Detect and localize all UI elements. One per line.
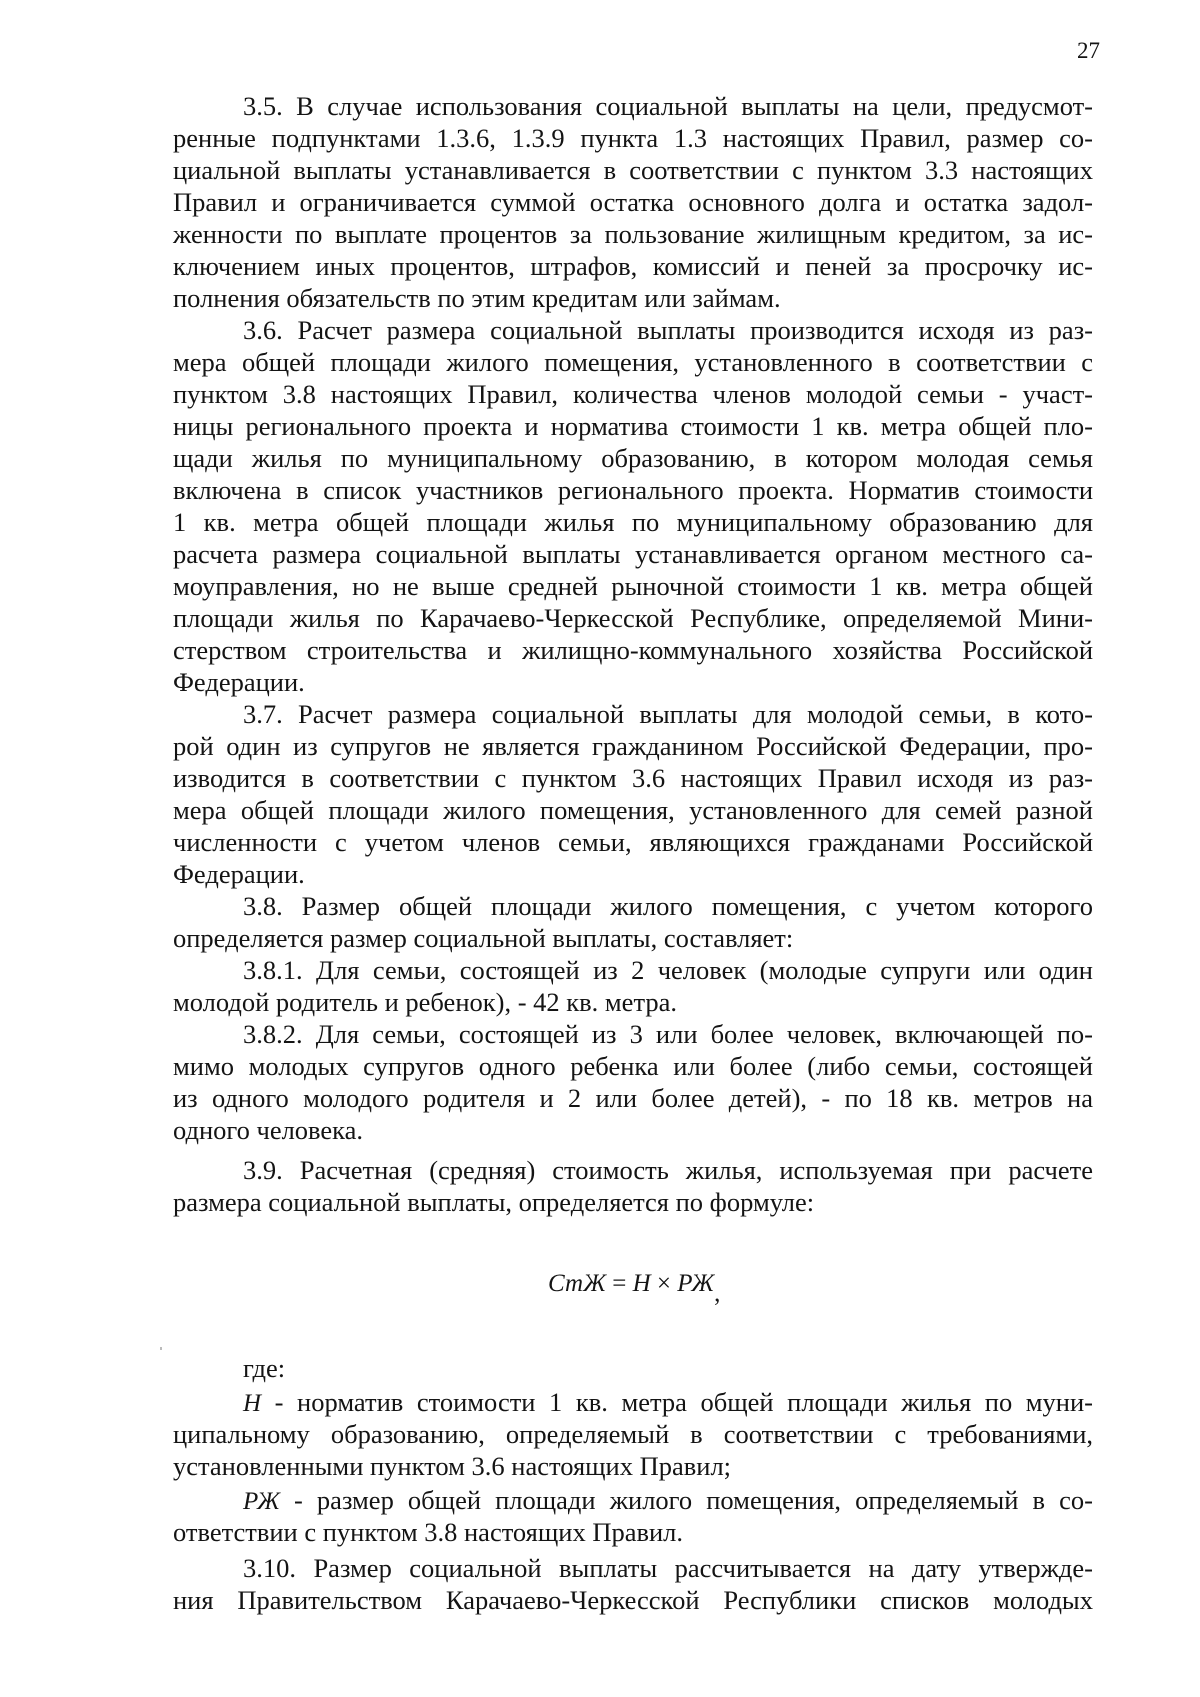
paragraph-3-8-line: определяется размер социальной выплаты, составляет: <box>173 923 794 953</box>
paragraph-3-5-line: Правил и ограничивается суммой остатка основного долга и остатка задол- <box>173 187 1093 217</box>
paragraph-3-6-line: площади жилья по Карачаево-Черкесской Республике, определяемой Мини- <box>173 603 1093 633</box>
scan-speck <box>160 1347 162 1350</box>
paragraph-3-6-line: включена в список участников регионального проекта. Норматив стоимости <box>173 475 1093 505</box>
paragraph-3-6-line: Федерации. <box>173 667 305 697</box>
paragraph-3-8-1-line: 3.8.1. Для семьи, состоящей из 2 человек (молодые супруги или один <box>243 955 1093 985</box>
paragraph-3-5-line: полнения обязательств по этим кредитам или займам. <box>173 283 781 313</box>
paragraph-3-5-line: 3.5. В случае использования социальной выплаты на цели, предусмот- <box>243 91 1093 121</box>
definition-h-text: - норматив стоимости 1 кв. метра общей площади жилья по муни- <box>261 1387 1093 1417</box>
definition-h-line <box>243 1386 1093 1420</box>
formula-times: × <box>650 1270 678 1297</box>
definition-rzh-symbol: РЖ <box>243 1488 280 1515</box>
formula-comma: , <box>714 1280 721 1307</box>
paragraph-3-6-line: моуправления, но не выше средней рыночной стоимости 1 кв. метра общей <box>173 571 1093 601</box>
paragraph-3-7-line: рой один из супругов не является гражданином Российской Федерации, про- <box>173 731 1093 761</box>
paragraph-3-10-line: 3.10. Размер социальной выплаты рассчитывается на дату утвержде- <box>243 1553 1093 1583</box>
formula-lhs: СтЖ <box>548 1270 606 1297</box>
paragraph-3-6-line: мера общей площади жилого помещения, установленного в соответствии с <box>173 347 1093 377</box>
paragraph-3-7-line: 3.7. Расчет размера социальной выплаты для молодой семьи, в кото- <box>243 699 1093 729</box>
where-label: где: <box>243 1353 286 1383</box>
paragraph-3-9-line: размера социальной выплаты, определяется по формуле: <box>173 1187 815 1217</box>
paragraph-3-6-line: расчета размера социальной выплаты устанавливается органом местного са- <box>173 539 1093 569</box>
paragraph-3-7-line: Федерации. <box>173 859 305 889</box>
paragraph-3-8-2-line: мимо молодых супругов одного ребенка или более (либо семьи, состоящей <box>173 1051 1093 1081</box>
paragraph-3-7-line: мера общей площади жилого помещения, установленного для семей разной <box>173 795 1093 825</box>
paragraph-3-6-line: пунктом 3.8 настоящих Правил, количества членов молодой семьи - участ- <box>173 379 1093 409</box>
paragraph-3-5-line: женности по выплате процентов за пользование жилищным кредитом, за ис- <box>173 219 1093 249</box>
paragraph-3-8-line: 3.8. Размер общей площади жилого помещения, с учетом которого <box>243 891 1093 921</box>
definition-h-line: установленными пунктом 3.6 настоящих Правил; <box>173 1451 732 1481</box>
formula-h: Н <box>632 1270 651 1297</box>
page-number: 27 <box>1077 38 1100 63</box>
paragraph-3-8-2-line: 3.8.2. Для семьи, состоящей из 3 или более человек, включающей по- <box>243 1019 1093 1049</box>
definition-h-symbol: Н <box>243 1390 262 1417</box>
definition-rzh-line <box>243 1484 1093 1518</box>
paragraph-3-6-line: щади жилья по муниципальному образованию, в котором молодая семья <box>173 443 1093 473</box>
formula-rzh: РЖ <box>677 1270 715 1297</box>
paragraph-3-7-line: численности с учетом членов семьи, являющихся гражданами Российской <box>173 827 1093 857</box>
paragraph-3-6-line: ницы регионального проекта и норматива стоимости 1 кв. метра общей пло- <box>173 411 1093 441</box>
paragraph-3-6-line: 1 кв. метра общей площади жилья по муниципальному образованию для <box>173 507 1093 537</box>
definition-h-line: ципальному образованию, определяемый в соответствии с требованиями, <box>173 1419 1093 1449</box>
paragraph-3-7-line: изводится в соответствии с пунктом 3.6 настоящих Правил исходя из раз- <box>173 763 1093 793</box>
formula-equals: = <box>605 1270 633 1297</box>
cost-formula <box>548 1270 721 1307</box>
definition-rzh-line: ответствии с пунктом 3.8 настоящих Правил. <box>173 1517 684 1547</box>
paragraph-3-9-line: 3.9. Расчетная (средняя) стоимость жилья, используемая при расчете <box>243 1155 1093 1185</box>
paragraph-3-5-line: циальной выплаты устанавливается в соответствии с пунктом 3.3 настоящих <box>173 155 1093 185</box>
paragraph-3-8-2-line: из одного молодого родителя и 2 или более детей), - по 18 кв. метров на <box>173 1083 1093 1113</box>
paragraph-3-8-1-line: молодой родитель и ребенок), - 42 кв. метра. <box>173 987 677 1017</box>
paragraph-3-8-2-line: одного человека. <box>173 1115 364 1145</box>
paragraph-3-5-line: ренные подпунктами 1.3.6, 1.3.9 пункта 1.3 настоящих Правил, размер со- <box>173 123 1093 153</box>
paragraph-3-5-line: ключением иных процентов, штрафов, комиссий и пеней за просрочку ис- <box>173 251 1093 281</box>
definition-rzh-text: - размер общей площади жилого помещения, определяемый в со- <box>279 1485 1093 1515</box>
paragraph-3-6-line: стерством строительства и жилищно-коммунального хозяйства Российской <box>173 635 1093 665</box>
paragraph-3-10-line: ния Правительством Карачаево-Черкесской Республики списков молодых <box>173 1585 1093 1615</box>
paragraph-3-6-line: 3.6. Расчет размера социальной выплаты производится исходя из раз- <box>243 315 1093 345</box>
